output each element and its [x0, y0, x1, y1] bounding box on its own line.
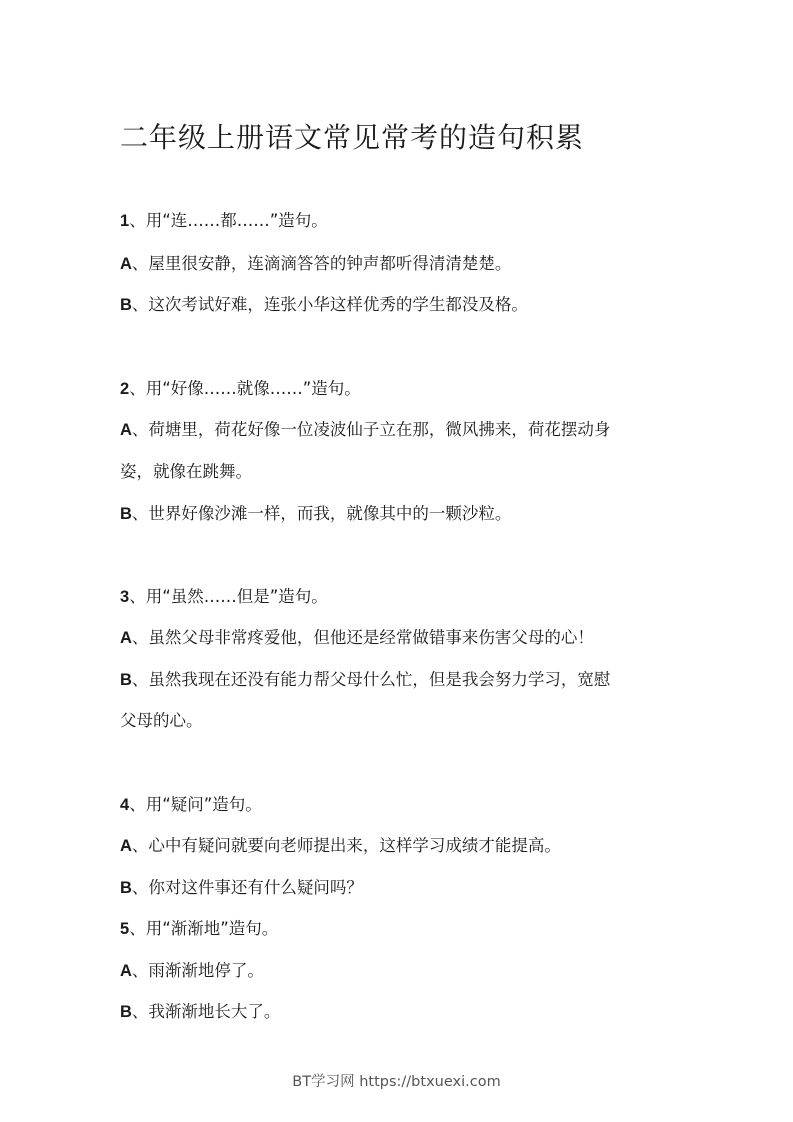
answer-label: A [120, 255, 132, 273]
question-number: 3 [120, 588, 130, 606]
question-text: 、用“好像……就像……”造句。 [129, 379, 361, 398]
answer-label: B [120, 505, 132, 523]
answer-text: 姿，就像在跳舞。 [120, 462, 252, 481]
question-5-prompt [120, 917, 278, 941]
question-text: 、用“渐渐地”造句。 [129, 919, 279, 938]
question-5-answer-a [120, 959, 264, 983]
question-2-answer-a-continued [120, 460, 252, 484]
question-text: 、用“虽然……但是”造句。 [129, 587, 328, 606]
answer-text: 父母的心。 [120, 711, 203, 730]
question-3-answer-b-continued [120, 709, 203, 733]
question-4-answer-a [120, 834, 561, 858]
question-number: 2 [120, 380, 130, 398]
question-1-prompt [120, 209, 328, 233]
answer-text: 、虽然我现在还没有能力帮父母什么忙，但是我会努力学习，宽慰 [131, 670, 611, 689]
question-1-answer-b [120, 293, 528, 317]
answer-text: 、虽然父母非常疼爱他，但他还是经常做错事来伤害父母的心！ [131, 628, 594, 647]
answer-text: 、屋里很安静，连滴滴答答的钟声都听得清清楚楚。 [131, 254, 512, 273]
answer-label: B [120, 671, 132, 689]
answer-label: B [120, 879, 132, 897]
answer-label: B [120, 296, 132, 314]
answer-text: 、雨渐渐地停了。 [131, 961, 264, 980]
question-number: 5 [120, 920, 130, 938]
question-3-answer-b [120, 668, 610, 692]
answer-text: 、这次考试好难，连张小华这样优秀的学生都没及格。 [131, 295, 528, 314]
question-text: 、用“连……都……”造句。 [129, 211, 328, 230]
question-number: 4 [120, 796, 130, 814]
question-number: 1 [120, 212, 130, 230]
answer-text: 、荷塘里，荷花好像一位凌波仙子立在那，微风拂来，荷花摆动身 [131, 420, 611, 439]
question-5-answer-b [120, 1000, 280, 1024]
answer-text: 、世界好像沙滩一样，而我，就像其中的一颗沙粒。 [131, 504, 512, 523]
answer-label: A [120, 421, 132, 439]
question-4-prompt [120, 793, 262, 817]
answer-text: 、我渐渐地长大了。 [131, 1002, 281, 1021]
answer-label: A [120, 962, 132, 980]
question-3-prompt [120, 585, 328, 609]
question-2-answer-a [120, 418, 610, 442]
answer-label: A [120, 837, 132, 855]
question-2-prompt [120, 377, 361, 401]
question-2-answer-b [120, 502, 511, 526]
answer-text: 、你对这件事还有什么疑问吗？ [131, 878, 363, 897]
question-1-answer-a [120, 252, 511, 276]
answer-text: 、心中有疑问就要向老师提出来，这样学习成绩才能提高。 [131, 836, 561, 855]
answer-label: A [120, 629, 132, 647]
page-title: 二年级上册语文常见常考的造句积累 [120, 121, 585, 154]
answer-label: B [120, 1003, 132, 1021]
question-text: 、用“疑问”造句。 [129, 795, 262, 814]
question-4-answer-b [120, 876, 363, 900]
question-3-answer-a [120, 626, 594, 650]
footer-watermark: BT学习网 https://btxuexi.com [292, 1074, 501, 1090]
